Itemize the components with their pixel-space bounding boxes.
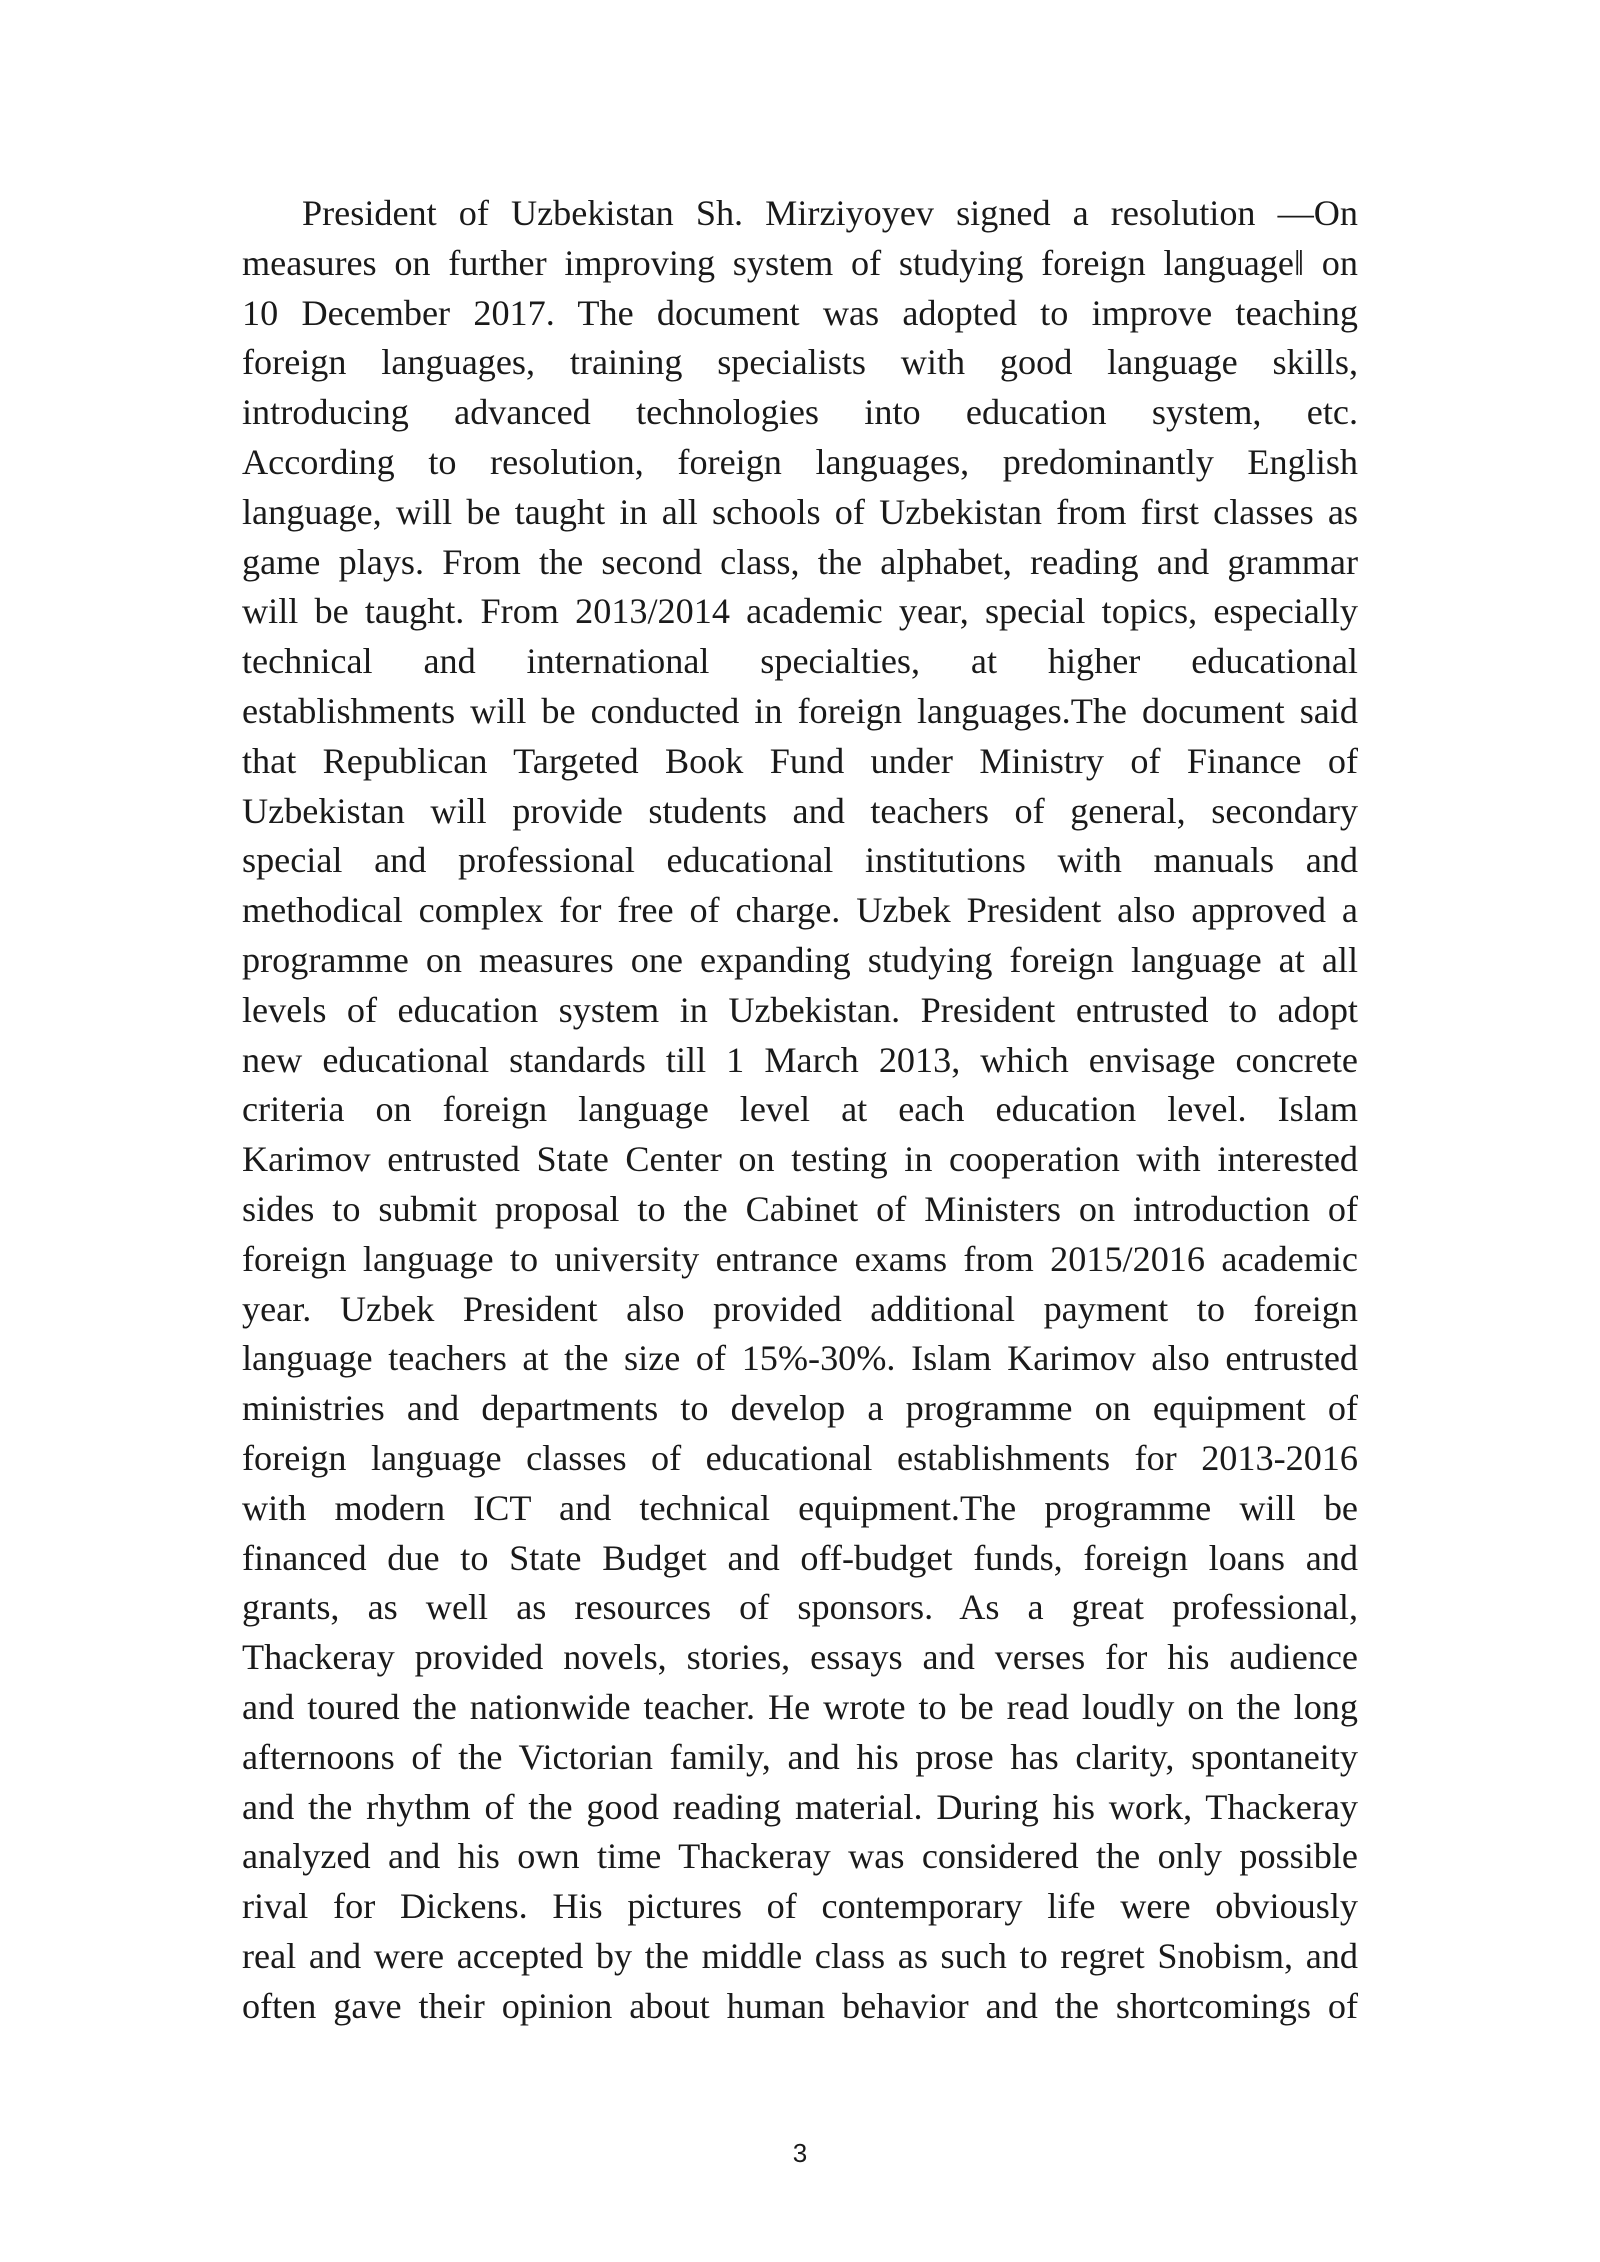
text-line-19: criteria on foreign language level at each education level. Islam: [242, 1089, 1358, 1130]
text-line-13: Uzbekistan will provide students and teachers of general, secondary: [242, 790, 1358, 831]
text-line-33: and the rhythm of the good reading material. During his work, Thackeray: [242, 1786, 1358, 1827]
text-line-36: real and were accepted by the middle class as such to regret Snobism, and: [242, 1935, 1358, 1976]
text-line-26: foreign language classes of educational establishments for 2013-2016: [242, 1437, 1358, 1478]
text-line-2: measures on further improving system of studying foreign language‖ on: [242, 242, 1358, 283]
text-line-15: methodical complex for free of charge. Uzbek President also approved a: [242, 890, 1358, 931]
text-line-20: Karimov entrusted State Center on testing in cooperation with interested: [242, 1139, 1358, 1180]
text-line-32: afternoons of the Victorian family, and his prose has clarity, spontaneity: [242, 1736, 1358, 1777]
text-line-8: game plays. From the second class, the alphabet, reading and grammar: [242, 541, 1358, 582]
text-line-11: establishments will be conducted in foreign languages.The document said: [242, 690, 1358, 731]
text-line-6: According to resolution, foreign languages, predominantly English: [242, 441, 1358, 482]
text-line-12: that Republican Targeted Book Fund under Ministry of Finance of: [242, 740, 1358, 781]
text-line-23: year. Uzbek President also provided additional payment to foreign: [242, 1288, 1358, 1329]
text-line-9: will be taught. From 2013/2014 academic year, special topics, especially: [242, 591, 1358, 632]
text-line-1: President of Uzbekistan Sh. Mirziyoyev signed a resolution ―On: [302, 193, 1358, 233]
text-line-18: new educational standards till 1 March 2013, which envisage concrete: [242, 1039, 1358, 1080]
text-line-16: programme on measures one expanding studying foreign language at all: [242, 939, 1358, 980]
text-line-3: 10 December 2017. The document was adopted to improve teaching: [242, 292, 1358, 333]
text-line-25: ministries and departments to develop a programme on equipment of: [242, 1388, 1358, 1429]
text-line-5: introducing advanced technologies into education system, etc.: [242, 392, 1358, 433]
text-line-31: and toured the nationwide teacher. He wrote to be read loudly on the long: [242, 1686, 1358, 1727]
text-line-28: financed due to State Budget and off-budget funds, foreign loans and: [242, 1537, 1358, 1578]
text-line-30: Thackeray provided novels, stories, essays and verses for his audience: [242, 1637, 1358, 1678]
text-line-21: sides to submit proposal to the Cabinet of Ministers on introduction of: [242, 1188, 1358, 1229]
text-line-14: special and professional educational institutions with manuals and: [242, 840, 1358, 881]
text-line-34: analyzed and his own time Thackeray was considered the only possible: [242, 1836, 1358, 1877]
text-line-10: technical and international specialties, at higher educational: [242, 641, 1358, 682]
text-line-7: language, will be taught in all schools of Uzbekistan from first classes as: [242, 491, 1358, 532]
text-line-4: foreign languages, training specialists with good language skills,: [242, 342, 1358, 383]
page-number: 3: [792, 2138, 808, 2168]
text-line-17: levels of education system in Uzbekistan. President entrusted to adopt: [242, 989, 1358, 1030]
text-line-37: often gave their opinion about human behavior and the shortcomings of: [242, 1985, 1358, 2026]
body-paragraph: [242, 189, 1358, 2031]
text-line-22: foreign language to university entrance exams from 2015/2016 academic: [242, 1238, 1358, 1279]
text-line-24: language teachers at the size of 15%-30%. Islam Karimov also entrusted: [242, 1338, 1358, 1379]
text-line-27: with modern ICT and technical equipment.The programme will be: [242, 1487, 1358, 1528]
text-line-29: grants, as well as resources of sponsors. As a great professional,: [242, 1587, 1358, 1628]
text-line-35: rival for Dickens. His pictures of contemporary life were obviously: [242, 1886, 1358, 1927]
